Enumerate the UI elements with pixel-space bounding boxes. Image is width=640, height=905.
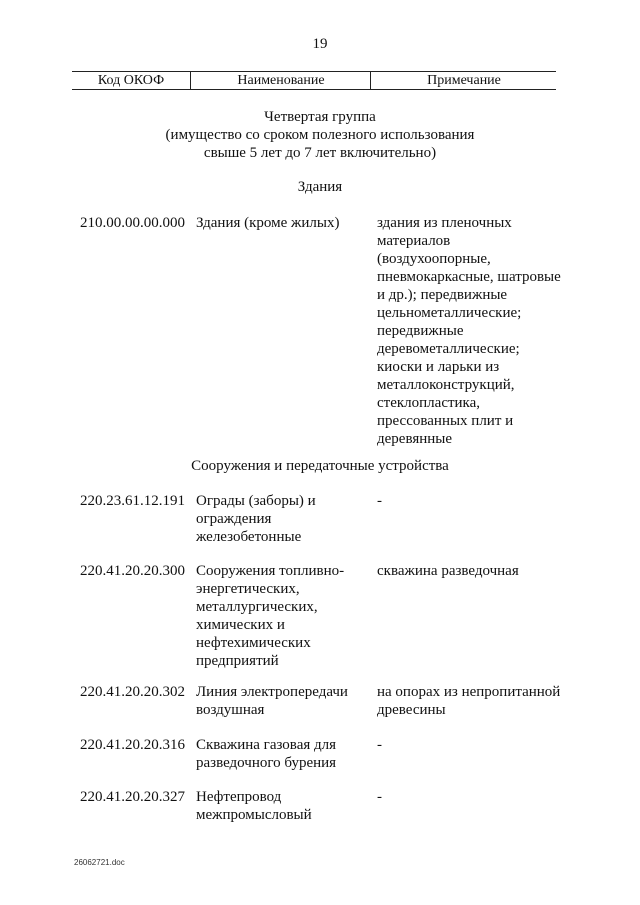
row-note-line: - <box>377 493 382 509</box>
row-note-line: на опорах из непропитанной <box>377 684 561 700</box>
row-name-line: Линия электропередачи <box>196 684 348 700</box>
row-name-line: межпромысловый <box>196 807 312 823</box>
row-note-line: прессованных плит и <box>377 413 514 429</box>
section-title-structures: Сооружения и передаточные устройства <box>191 458 449 474</box>
row-name <box>196 214 371 232</box>
row-note-line: - <box>377 789 382 805</box>
group-heading-line: свыше 5 лет до 7 лет включительно) <box>203 145 437 161</box>
header-name: Наименование <box>190 72 371 89</box>
row-note-line: металлоконструкций, <box>377 377 515 393</box>
row-name-line: Скважина газовая для <box>196 737 337 753</box>
page-number: 19 <box>312 36 328 52</box>
row-code: 220.41.20.20.300 <box>80 563 185 579</box>
row-name-line: химических и <box>196 617 285 633</box>
row-name <box>196 736 371 772</box>
row-name <box>196 788 371 824</box>
row-name-line: ограждения <box>196 511 272 527</box>
row-note <box>377 562 572 580</box>
group-heading-line: (имущество со сроком полезного использования <box>165 127 475 143</box>
row-name-line: железобетонные <box>196 529 302 545</box>
row-note-line: скважина разведочная <box>377 563 519 579</box>
table-header <box>72 71 556 90</box>
row-name-line: энергетических, <box>196 581 300 597</box>
row-name-line: разведочного бурения <box>196 755 337 771</box>
row-code: 220.41.20.20.327 <box>80 789 185 805</box>
group-heading <box>0 108 640 162</box>
row-note-line: - <box>377 737 382 753</box>
row-note-line: стеклопластика, <box>377 395 481 411</box>
row-note <box>377 683 572 719</box>
row-code: 220.41.20.20.316 <box>80 737 185 753</box>
row-note-line: киоски и ларьки из <box>377 359 500 375</box>
row-note-line: здания из пленочных <box>377 215 512 231</box>
row-code: 210.00.00.00.000 <box>80 215 185 231</box>
row-name-line: нефтехимических <box>196 635 311 651</box>
header-note: Примечание <box>370 72 557 89</box>
row-note <box>377 788 572 806</box>
row-name-line: Ограды (заборы) и <box>196 493 316 509</box>
group-heading-line: Четвертая группа <box>264 109 376 125</box>
row-code: 220.23.61.12.191 <box>80 493 185 509</box>
row-name-line: Нефтепровод <box>196 789 282 805</box>
row-note-line: (воздухоопорные, <box>377 251 491 267</box>
row-code: 220.41.20.20.302 <box>80 684 185 700</box>
row-note-line: передвижные <box>377 323 464 339</box>
row-note-line: деревянные <box>377 431 453 447</box>
row-name-line: воздушная <box>196 702 265 718</box>
header-code: Код ОКОФ <box>97 73 165 88</box>
footer-filename: 26062721.doc <box>74 858 125 867</box>
row-note-line: древесины <box>377 702 446 718</box>
row-name <box>196 683 371 719</box>
section-title-buildings: Здания <box>297 179 343 195</box>
row-note <box>377 492 572 510</box>
row-name <box>196 562 371 670</box>
row-note-line: и др.); передвижные <box>377 287 508 303</box>
row-name-line: Здания (кроме жилых) <box>196 215 340 231</box>
row-note-line: деревометаллические; <box>377 341 520 357</box>
row-note-line: пневмокаркасные, шатровые <box>377 269 561 285</box>
row-note-line: материалов <box>377 233 451 249</box>
row-name-line: Сооружения топливно- <box>196 563 345 579</box>
row-name-line: предприятий <box>196 653 279 669</box>
row-name <box>196 492 371 546</box>
row-note <box>377 214 572 448</box>
row-note <box>377 736 572 754</box>
row-name-line: металлургических, <box>196 599 318 615</box>
row-note-line: цельнометаллические; <box>377 305 522 321</box>
